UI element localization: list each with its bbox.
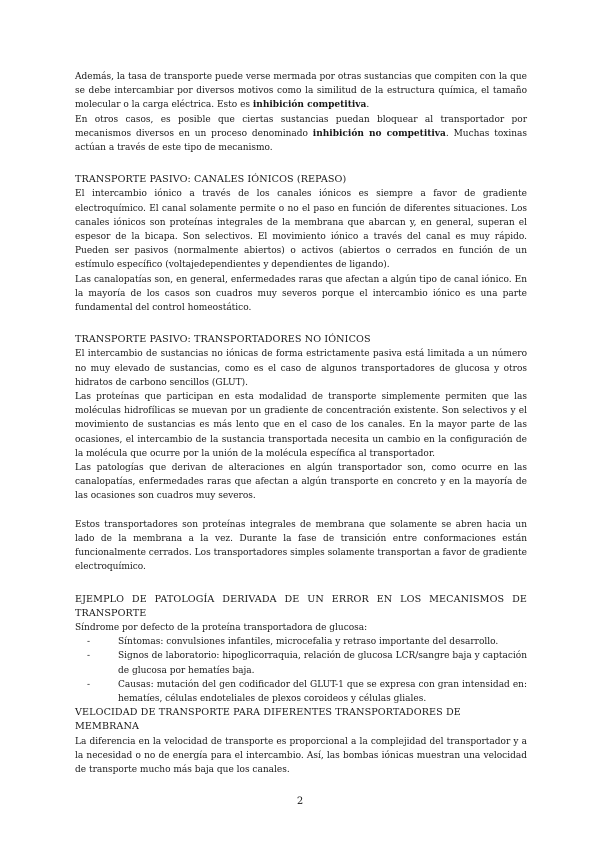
paragraph-channelopathies: Las canalopatías son, en general, enfermedades raras que afectan a algún tipo de canal iónico. En la mayoría de los casos son cuadros muy severos porque el intercambio iónico es una parte fundamental del control homeostático. bbox=[75, 274, 527, 314]
syndrome-list bbox=[75, 635, 527, 706]
list-item: - Síntomas: convulsiones infantiles, microcefalia y retraso importante del desarrollo. bbox=[87, 637, 499, 648]
paragraph-transport-speed: La diferencia en la velocidad de transporte es proporcional a la complejidad del transportador y a la necesidad o no de energía para el intercambio. Así, las bombas iónicas muestran una velocidad de transporte mucho más baja que los canales. bbox=[75, 736, 527, 775]
section-heading-transport-speed: VELOCIDAD DE TRANSPORTE PARA DIFERENTES TRANSPORTADORES DE MEMBRANA bbox=[75, 707, 461, 733]
page-number: 2 bbox=[296, 796, 304, 807]
intro-paragraph-competitive: Además, la tasa de transporte puede verse mermada por otras sustancias que compiten con la que se debe intercambiar por diversos motivos como la similitud de la estructura química, el tamaño molecular o la carga eléctrica. Esto es inhibición competitiva. bbox=[75, 72, 527, 111]
term-competitive-inhibition: inhibición competitiva bbox=[252, 100, 367, 111]
document-page bbox=[75, 70, 527, 777]
paragraph-transporter-conformation: Estos transportadores son proteínas integrales de membrana que solamente se abren hacia un lado de la membrana a la vez. Durante la fase de transición entre conformaciones están funcionalmente cerrados. Los transportadores simples solamente transportan a favor de gradiente electroquímico. bbox=[75, 519, 527, 573]
syndrome-intro: Síndrome por defecto de la proteína transportadora de glucosa: bbox=[75, 622, 368, 633]
intro-paragraph-noncompetitive: En otros casos, es posible que ciertas sustancias puedan bloquear al transportador por mecanismos diversos en un proceso denominado inhibición no competitiva. Muchas toxinas actúan a través de este tipo de mecanismo. bbox=[75, 114, 528, 154]
paragraph-ion-channels: El intercambio iónico a través de los canales iónicos es siempre a favor de gradiente electroquímico. El canal solamente permite o no el paso en función de diferentes situaciones. Los canales iónicos son proteínas integrales de la membrana que abarcan y, en general, superan el espesor de la bicapa. Son selectivos. El movimiento iónico a través del canal es muy rápido. Pueden ser pasivos (normalmente abiertos) o activos (abiertos o cerrados en función de un estímulo específico (voltajedependientes y dependientes de ligando). bbox=[75, 189, 527, 271]
paragraph-nonionic-exchange: El intercambio de sustancias no iónicas de forma estrictamente pasiva está limitada a un número no muy elevado de sustancias, como es el caso de algunos transportadores de glucosa y otros hidratos de carbono sencillos (GLUT). bbox=[75, 349, 527, 388]
list-item: - Causas: mutación del gen codificador del GLUT-1 que se expresa con gran intensidad en: hematíes, células endoteliales de plexos coroideos y células gliales. bbox=[87, 679, 527, 704]
section-heading-ion-channels: TRANSPORTE PASIVO: CANALES IÓNICOS (REPASO) bbox=[75, 174, 347, 186]
section-heading-pathology-example: EJEMPLO DE PATOLOGÍA DERIVADA DE UN ERROR EN LOS MECANISMOS DE TRANSPORTE bbox=[75, 593, 527, 619]
term-noncompetitive-inhibition: inhibición no competitiva bbox=[312, 128, 446, 139]
section-heading-nonionic-transporters: TRANSPORTE PASIVO: TRANSPORTADORES NO IÓNICOS bbox=[75, 334, 371, 346]
paragraph-transport-proteins: Las proteínas que participan en esta modalidad de transporte simplemente permiten que las moléculas hidrofílicas se muevan por un gradiente de concentración existente. Son selectivos y el movimiento de sustancias es más lento que en el caso de los canales. En la mayor parte de las ocasiones, el intercambio de la sustancia transportada necesita un cambio en la configuración de la molécula que ocurre por la unión de la molécula específica al transportador. bbox=[75, 392, 527, 459]
paragraph-transporter-pathologies: Las patologías que derivan de alteraciones en algún transportador son, como ocurre en las canalopatías, enfermedades raras que afectan a algún transporte en concreto y en la mayoría de las ocasiones son cuadros muy severos. bbox=[75, 463, 527, 502]
list-item: - Signos de laboratorio: hipoglicorraquia, relación de glucosa LCR/sangre baja y captación de glucosa por hematíes baja. bbox=[87, 651, 527, 676]
